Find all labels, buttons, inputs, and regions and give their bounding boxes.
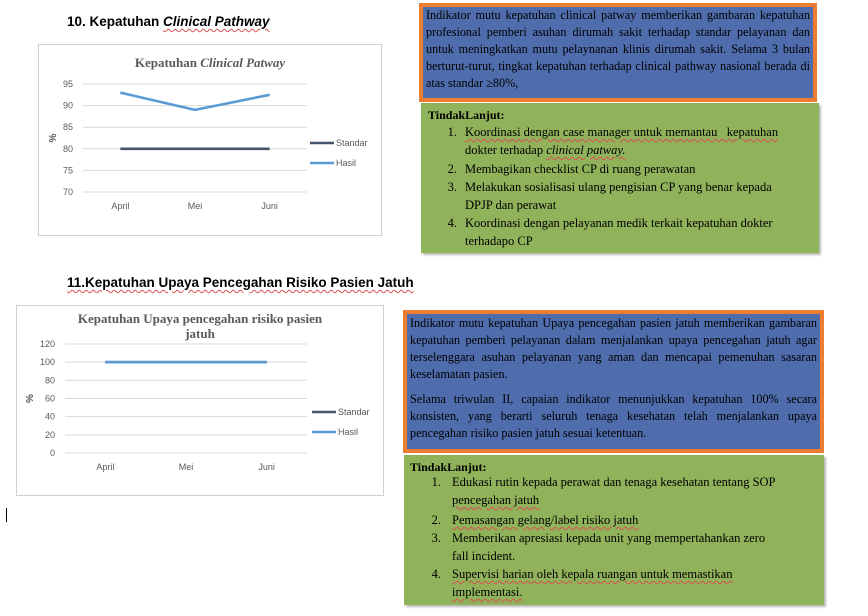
section-11-description-p2: Selama triwulan II, capaian indikator menunjukkan kepatuhan 100% secara konsisten, yang berarti seluruh tenaga kesehatan telah menjalankan upaya pencegahan risiko pasien jatuh sesuai ketentuan. [410, 392, 817, 440]
section-10-heading-italic: Clinical Pathway [163, 14, 270, 29]
list-text: Edukasi rutin kepada perawat dan tenaga kesehatan tentang SOP [452, 475, 776, 489]
section-11-followup-title: TindakLanjut: [410, 460, 487, 474]
section-10-description: Indikator mutu kepatuhan clinical patway memberikan gambaran kepatuhan profesional pemberi asuhan dirumah sakit terhadap standar pelayanan dan untuk meningkatkan mutu pelaynanan klinis dirumah sakit. Selama 3 bulan berturut-turut, tingkat kepatuhan terhadap clinical pathway nasional berada di atas standar ≥80%, [426, 8, 810, 90]
list-number: 4. [447, 216, 457, 230]
list-number: 3. [431, 531, 441, 545]
chart-2-title-line2: jatuh [185, 326, 215, 341]
x-tick-label: April [96, 462, 115, 472]
y-tick-label: 85 [62, 122, 73, 133]
list-text-continuation: DPJP dan perawat [465, 198, 557, 212]
section-10-heading [67, 14, 270, 29]
chart-1-title-prefix: Kepatuhan [134, 55, 201, 70]
chart-clinical-pathway [38, 44, 382, 236]
list-text: Supervisi harian oleh kepala ruangan untuk memastikan [452, 567, 733, 581]
y-tick-label: 60 [44, 393, 55, 404]
section-10-description-box [423, 7, 813, 98]
chart-2-svg [17, 306, 383, 495]
section-10-followup-box [421, 103, 819, 253]
list-text-continuation: fall incident. [452, 549, 516, 563]
list-text: Koordinasi dengan case manager untuk memantau kepatuhan [465, 125, 779, 139]
y-tick-label: 0 [49, 448, 55, 458]
y-axis-label: % [25, 394, 36, 403]
x-tick-label: April [111, 201, 130, 211]
section-10-followup-title: TindakLanjut: [428, 108, 505, 122]
list-text: Memberikan apresiasi kepada unit yang mempertahankan zero [452, 531, 766, 545]
x-tick-label: Juni [258, 462, 275, 472]
list-text-continuation: terhadapo CP [465, 234, 533, 248]
section-11-description-box [407, 314, 820, 449]
y-tick-label: 95 [62, 79, 73, 89]
list-number: 1. [447, 125, 457, 139]
section-11-heading: 11.Kepatuhan Upaya Pencegahan Risiko Pasien Jatuh [67, 275, 414, 290]
list-text-part: dokter terhadap [465, 143, 547, 157]
section-11-followup-box [404, 455, 824, 605]
list-text: Melakukan sosialisasi ulang pengisian CP yang benar kepada [465, 180, 772, 194]
list-text-continuation [465, 141, 625, 159]
y-tick-label: 100 [39, 357, 55, 368]
y-tick-label: 40 [44, 411, 55, 422]
list-text: Pemasangan gelang/label risiko jatuh [452, 513, 639, 527]
y-tick-label: 90 [62, 100, 73, 111]
series-line-hasil [120, 93, 269, 110]
list-number: 4. [431, 567, 441, 581]
list-text-continuation: implementasi. [452, 585, 523, 599]
y-tick-label: 75 [62, 165, 73, 176]
legend-label-standar: Standar [338, 407, 370, 417]
chart-1-title-italic: Clinical Patway [200, 55, 286, 70]
legend-label-standar: Standar [336, 138, 368, 148]
chart-fall-prevention [16, 305, 384, 496]
list-number: 3. [447, 180, 457, 194]
legend-label-hasil: Hasil [336, 158, 357, 168]
x-tick-label: Mei [187, 201, 203, 211]
y-axis-label: % [48, 133, 59, 143]
section-10-heading-prefix: 10. Kepatuhan [67, 14, 164, 29]
chart-2-title-line1: Kepatuhan Upaya pencegahan risiko pasien [77, 311, 323, 326]
list-text: Membagikan checklist CP di ruang perawatan [465, 162, 696, 176]
list-text-continuation: pencegahan jatuh [452, 493, 540, 507]
y-tick-label: 20 [44, 429, 55, 440]
list-number: 1. [431, 475, 441, 489]
y-tick-label: 80 [44, 375, 55, 386]
y-tick-label: 80 [62, 143, 73, 154]
chart-1-svg [39, 45, 381, 235]
list-number: 2. [431, 513, 441, 527]
x-tick-label: Juni [261, 201, 278, 211]
y-tick-label: 70 [62, 187, 73, 197]
list-text-italic: clinical patway. [546, 143, 626, 157]
y-tick-label: 120 [39, 339, 55, 349]
x-tick-label: Mei [178, 462, 194, 472]
section-11-description-p1: Indikator mutu kepatuhan Upaya pencegahan pasien jatuh memberikan gambaran kepatuhan pemberi pelayanan dalam menjalankan upaya pencegahan jatuh agar terselenggara asuhan pelayanan yang aman dan mencapai pemenuhan sasaran keselamatan pasien. [410, 316, 817, 381]
legend-label-hasil: Hasil [338, 427, 359, 437]
text-cursor [6, 508, 7, 522]
list-text: Koordinasi dengan pelayanan medik terkait kepatuhan dokter [465, 216, 773, 230]
list-number: 2. [447, 162, 457, 176]
